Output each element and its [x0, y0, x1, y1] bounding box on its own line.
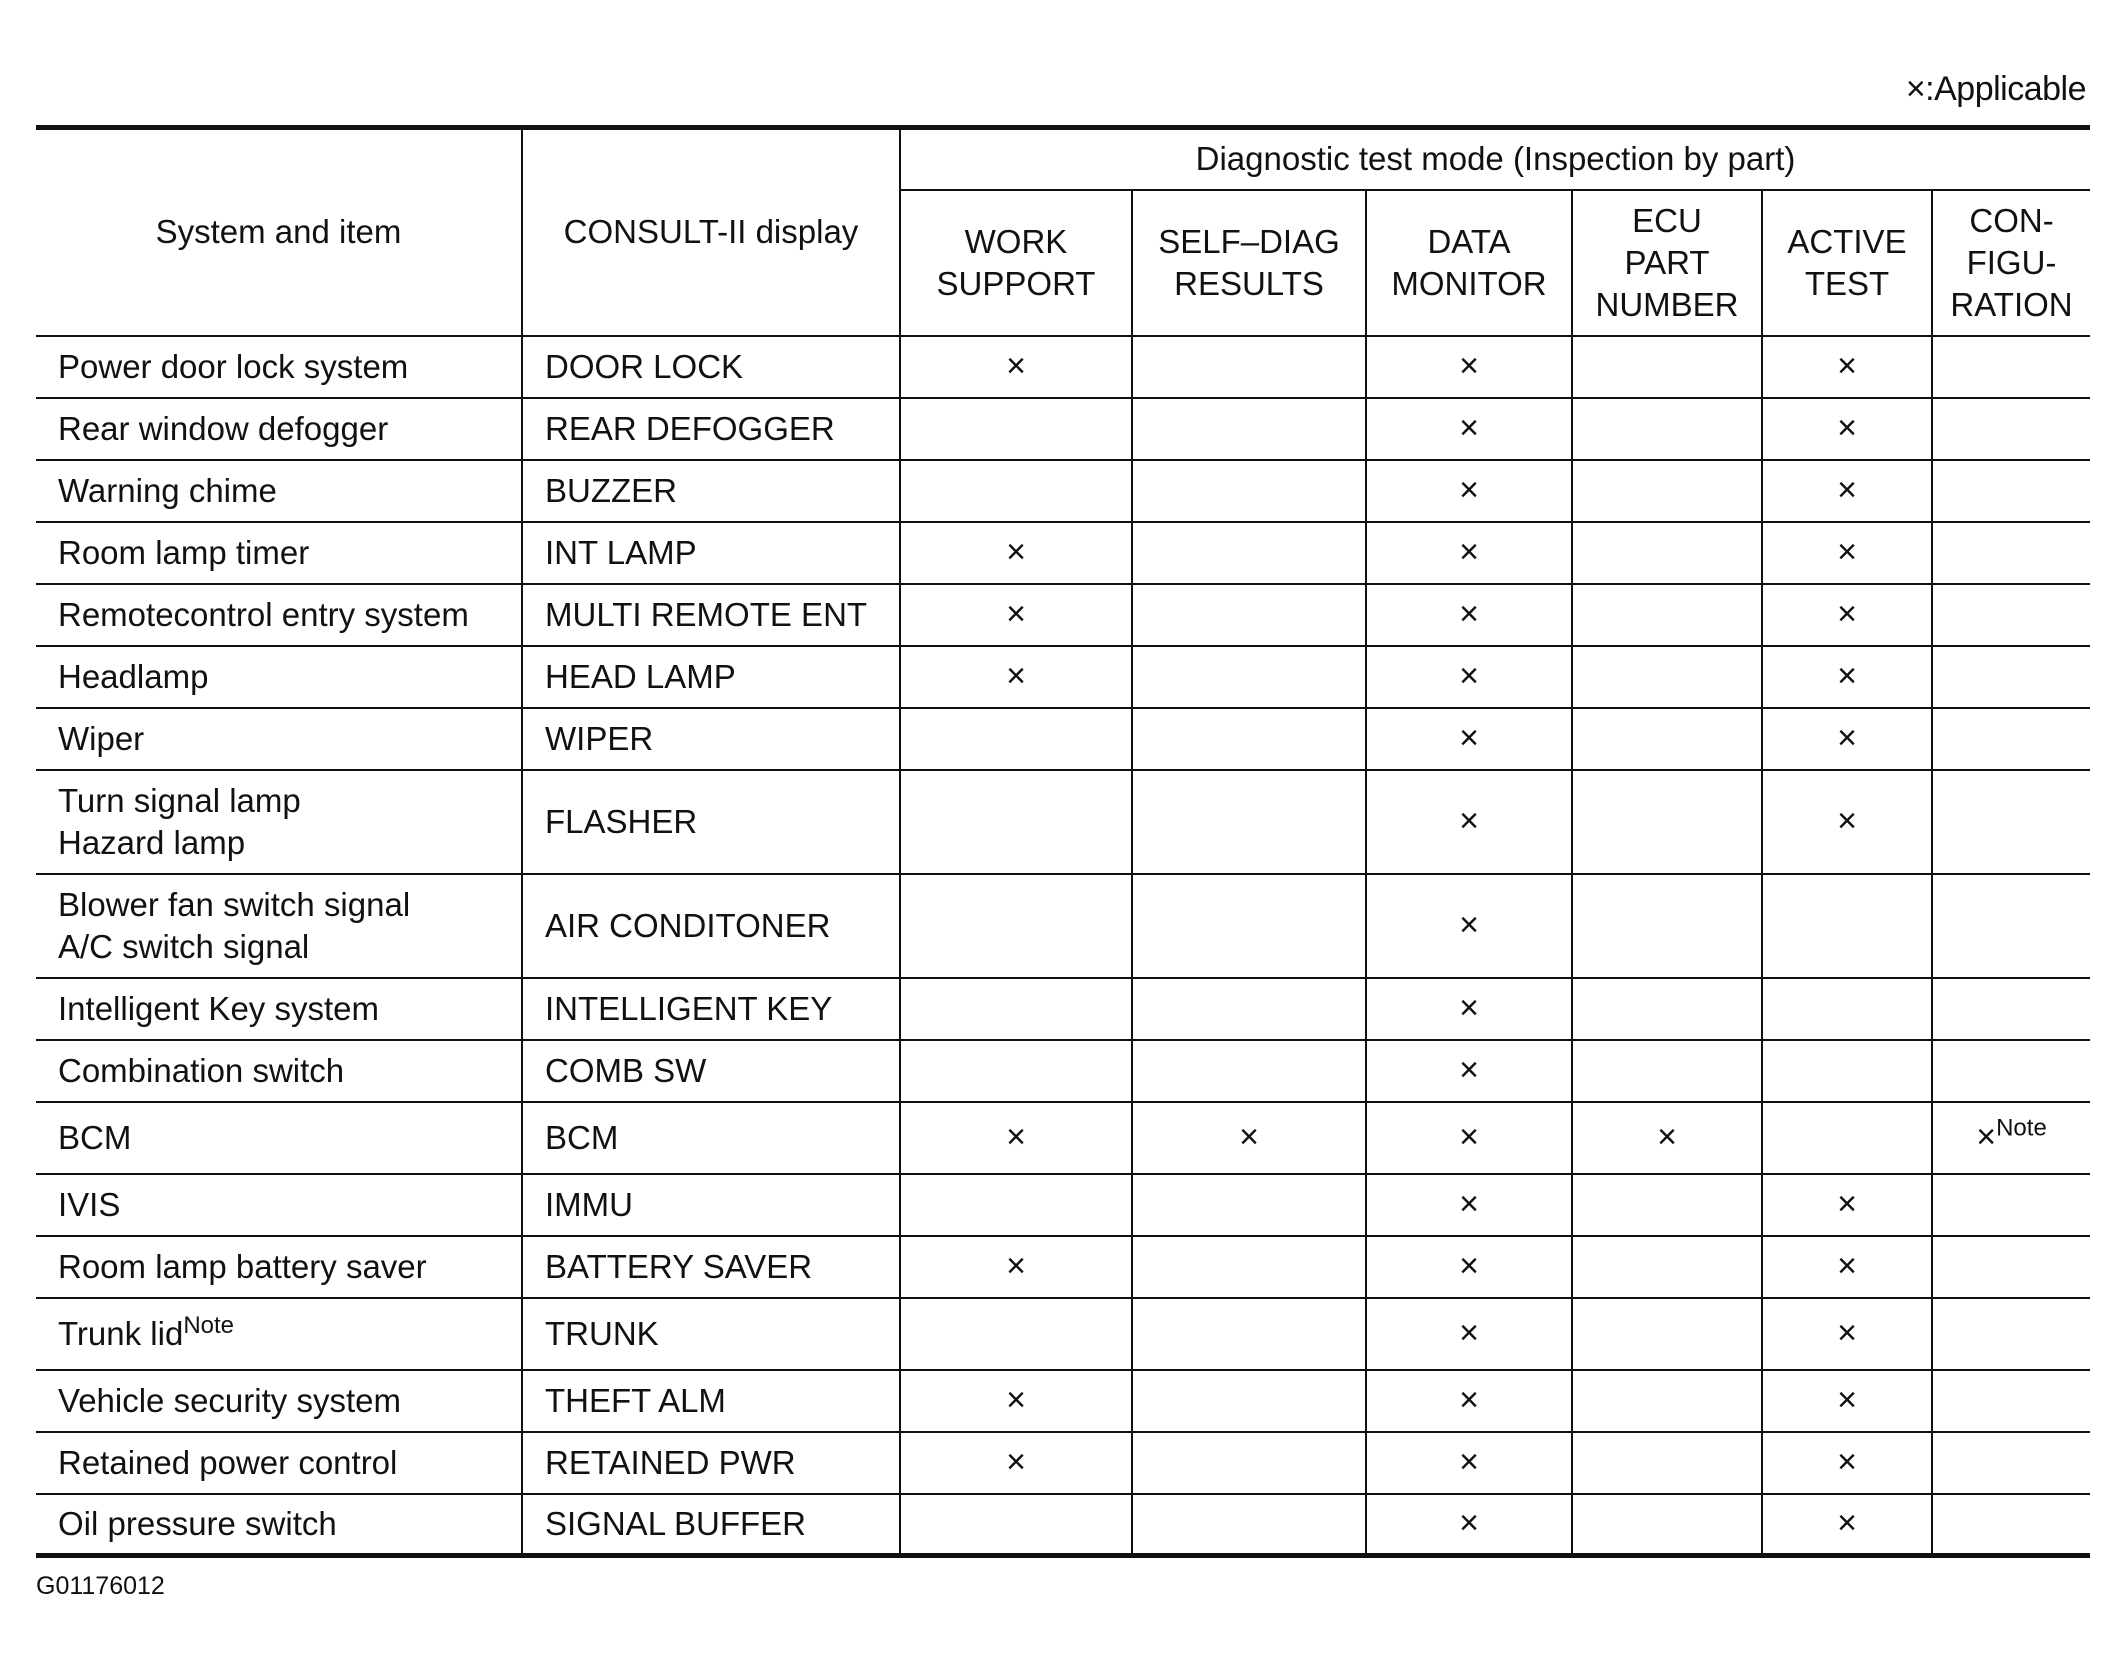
- table-row: [36, 708, 2090, 770]
- applicable-mark-cell: [1762, 978, 1932, 1040]
- table-row: [36, 874, 2090, 978]
- applicable-mark-cell: [1932, 336, 2090, 398]
- applicable-mark-cell: [1932, 1174, 2090, 1236]
- consult-display-cell: FLASHER: [522, 770, 900, 874]
- consult-display-cell: REAR DEFOGGER: [522, 398, 900, 460]
- applicable-mark-cell: [1572, 646, 1762, 708]
- system-item-cell: Rear window defogger: [36, 398, 522, 460]
- table-row: [36, 1040, 2090, 1102]
- consult-display-cell: AIR CONDITONER: [522, 874, 900, 978]
- applicable-mark-cell: ×: [1762, 1236, 1932, 1298]
- applicable-mark-cell: ×: [1762, 336, 1932, 398]
- applicable-mark-cell: [1932, 1432, 2090, 1494]
- applicable-mark-cell: ×: [1762, 460, 1932, 522]
- applicable-mark-cell: [1932, 1236, 2090, 1298]
- table-row: [36, 584, 2090, 646]
- applicable-mark-cell: [1932, 874, 2090, 978]
- applicable-mark-cell: [1762, 1040, 1932, 1102]
- table-row: [36, 522, 2090, 584]
- applicable-mark-cell: ×: [1132, 1102, 1366, 1174]
- applicable-mark-cell: [1572, 398, 1762, 460]
- header-active-test: ACTIVE TEST: [1762, 190, 1932, 336]
- consult-display-cell: THEFT ALM: [522, 1370, 900, 1432]
- applicable-mark-cell: [1932, 1494, 2090, 1556]
- system-item-cell: IVIS: [36, 1174, 522, 1236]
- table-row: [36, 1298, 2090, 1370]
- consult-display-cell: IMMU: [522, 1174, 900, 1236]
- applicable-mark-cell: [900, 1174, 1132, 1236]
- system-item-cell: Power door lock system: [36, 336, 522, 398]
- header-configuration: CON- FIGU- RATION: [1932, 190, 2090, 336]
- system-item-cell: BCM: [36, 1102, 522, 1174]
- applicable-mark-cell: [900, 874, 1132, 978]
- applicable-legend: ×:Applicable: [1905, 70, 2086, 108]
- header-ecu-part-number: ECU PART NUMBER: [1572, 190, 1762, 336]
- applicable-mark-cell: [1572, 1174, 1762, 1236]
- applicable-mark-cell: [900, 398, 1132, 460]
- applicable-mark-cell: ×: [1762, 1298, 1932, 1370]
- note-marker: Note: [183, 1311, 235, 1339]
- applicable-mark-cell: [1932, 770, 2090, 874]
- applicable-mark-cell: [1132, 1432, 1366, 1494]
- applicable-mark-cell: [900, 1040, 1132, 1102]
- header-consult-display: CONSULT-II display: [522, 128, 900, 336]
- applicable-mark-cell: ×: [1366, 1236, 1572, 1298]
- applicable-mark-cell: [1572, 1432, 1762, 1494]
- system-item-cell: Turn signal lamp Hazard lamp: [36, 770, 522, 874]
- applicable-mark-cell: ×: [1762, 708, 1932, 770]
- applicable-mark-cell: ×: [1366, 1494, 1572, 1556]
- applicable-mark-cell: [1932, 1370, 2090, 1432]
- consult-display-cell: TRUNK: [522, 1298, 900, 1370]
- system-item-cell: Wiper: [36, 708, 522, 770]
- applicable-mark-cell: [1132, 460, 1366, 522]
- diagnostic-mode-table: [36, 125, 2090, 1558]
- header-diagnostic-mode: Diagnostic test mode (Inspection by part): [900, 128, 2090, 190]
- applicable-mark-cell: ×: [900, 646, 1132, 708]
- header-work-support: WORK SUPPORT: [900, 190, 1132, 336]
- table-row: [36, 336, 2090, 398]
- applicable-mark-cell: [1572, 584, 1762, 646]
- applicable-mark-cell: ×: [1366, 874, 1572, 978]
- applicable-mark-cell: ×: [1366, 398, 1572, 460]
- applicable-mark-cell: [1932, 398, 2090, 460]
- applicable-mark-cell: [1572, 1236, 1762, 1298]
- applicable-mark-cell: ×: [900, 1370, 1132, 1432]
- header-self-diag-results: SELF–DIAG RESULTS: [1132, 190, 1366, 336]
- table-row: [36, 770, 2090, 874]
- applicable-mark-cell: [1132, 584, 1366, 646]
- consult-display-cell: HEAD LAMP: [522, 646, 900, 708]
- applicable-mark-cell: [1932, 646, 2090, 708]
- consult-display-cell: BCM: [522, 1102, 900, 1174]
- consult-display-cell: RETAINED PWR: [522, 1432, 900, 1494]
- applicable-mark-cell: ×: [900, 1236, 1132, 1298]
- table-row: [36, 1174, 2090, 1236]
- applicable-mark-cell: ×: [1762, 1174, 1932, 1236]
- applicable-mark-cell: ×: [1366, 584, 1572, 646]
- table-row: [36, 398, 2090, 460]
- applicable-mark-cell: [1132, 336, 1366, 398]
- consult-display-cell: INT LAMP: [522, 522, 900, 584]
- applicable-mark-cell: [1572, 1298, 1762, 1370]
- applicable-mark-cell: [1132, 1494, 1366, 1556]
- applicable-mark-cell: ×: [1366, 336, 1572, 398]
- applicable-mark-cell: [1932, 978, 2090, 1040]
- note-marker: Note: [1996, 1114, 2047, 1142]
- system-item-cell: Combination switch: [36, 1040, 522, 1102]
- applicable-mark-cell: [1132, 522, 1366, 584]
- applicable-mark-cell: ×: [1366, 1174, 1572, 1236]
- applicable-mark-cell: [900, 1494, 1132, 1556]
- applicable-mark-cell: ×: [1366, 522, 1572, 584]
- applicable-mark-cell: [1132, 708, 1366, 770]
- figure-id: G01176012: [36, 1572, 165, 1600]
- consult-display-cell: WIPER: [522, 708, 900, 770]
- applicable-mark-cell: [1132, 770, 1366, 874]
- applicable-mark-cell: [1132, 1040, 1366, 1102]
- applicable-mark-cell: [1132, 874, 1366, 978]
- table-row: [36, 646, 2090, 708]
- consult-display-cell: COMB SW: [522, 1040, 900, 1102]
- applicable-mark-cell: [900, 460, 1132, 522]
- applicable-mark-cell: ×: [1762, 770, 1932, 874]
- consult-display-cell: INTELLIGENT KEY: [522, 978, 900, 1040]
- applicable-mark-cell: [1572, 336, 1762, 398]
- applicable-mark-cell: ×: [900, 1102, 1132, 1174]
- applicable-mark-cell: [1762, 1102, 1932, 1174]
- applicable-mark-cell: ×: [1366, 1432, 1572, 1494]
- applicable-mark-cell: ×: [900, 584, 1132, 646]
- applicable-mark-cell: ×: [900, 1432, 1132, 1494]
- applicable-mark-cell: ×: [1762, 1432, 1932, 1494]
- applicable-mark-cell: ×: [1762, 1370, 1932, 1432]
- consult-display-cell: BUZZER: [522, 460, 900, 522]
- applicable-mark-cell: [1132, 1236, 1366, 1298]
- applicable-mark-cell: [1762, 874, 1932, 978]
- consult-display-cell: DOOR LOCK: [522, 336, 900, 398]
- applicable-mark-cell: ×: [1366, 646, 1572, 708]
- applicable-mark-cell: ×: [1366, 770, 1572, 874]
- applicable-mark-cell: ×: [900, 336, 1132, 398]
- table-row: [36, 1370, 2090, 1432]
- applicable-mark-cell: ×: [1762, 584, 1932, 646]
- system-item-cell: Room lamp battery saver: [36, 1236, 522, 1298]
- header-system-item: System and item: [36, 128, 522, 336]
- applicable-mark-cell: [1132, 1174, 1366, 1236]
- system-item-cell: Blower fan switch signal A/C switch signal: [36, 874, 522, 978]
- applicable-mark-cell: [1932, 1298, 2090, 1370]
- applicable-mark-cell: [900, 708, 1132, 770]
- applicable-mark-cell: [1572, 460, 1762, 522]
- header-data-monitor: DATA MONITOR: [1366, 190, 1572, 336]
- applicable-mark-cell: ×: [1366, 1102, 1572, 1174]
- applicable-mark-cell: ×: [1366, 1370, 1572, 1432]
- applicable-mark-cell: ×: [1366, 460, 1572, 522]
- applicable-mark-cell: ×: [1366, 1040, 1572, 1102]
- table-row: [36, 1102, 2090, 1174]
- applicable-mark-cell: ×: [1762, 1494, 1932, 1556]
- applicable-mark-cell: [1572, 770, 1762, 874]
- applicable-mark-cell: [900, 1298, 1132, 1370]
- applicable-mark-cell: [1572, 978, 1762, 1040]
- system-item-cell: Warning chime: [36, 460, 522, 522]
- applicable-mark-cell: [1572, 1040, 1762, 1102]
- applicable-mark-cell: ×: [1366, 978, 1572, 1040]
- applicable-mark-cell: ×: [1762, 522, 1932, 584]
- table-row: [36, 978, 2090, 1040]
- applicable-mark-cell: [1572, 874, 1762, 978]
- applicable-mark-cell: [1572, 1494, 1762, 1556]
- applicable-mark-cell: [1932, 522, 2090, 584]
- applicable-mark-cell: ×: [900, 522, 1132, 584]
- table-row: [36, 1236, 2090, 1298]
- applicable-mark-cell: [1132, 1370, 1366, 1432]
- table-row: [36, 1432, 2090, 1494]
- applicable-mark-cell: [1932, 460, 2090, 522]
- system-item-cell: Headlamp: [36, 646, 522, 708]
- system-item-cell: Retained power control: [36, 1432, 522, 1494]
- applicable-mark-cell: [1132, 398, 1366, 460]
- applicable-mark-cell: ×$^{Note}$: [1932, 1102, 2090, 1174]
- system-item-cell: Room lamp timer: [36, 522, 522, 584]
- applicable-mark-cell: ×: [1366, 1298, 1572, 1370]
- applicable-mark-cell: [1572, 708, 1762, 770]
- applicable-mark-cell: [1132, 978, 1366, 1040]
- applicable-mark-cell: [1132, 646, 1366, 708]
- table-row: [36, 460, 2090, 522]
- consult-display-cell: SIGNAL BUFFER: [522, 1494, 900, 1556]
- applicable-mark-cell: ×: [1762, 398, 1932, 460]
- applicable-mark-cell: ×: [1762, 646, 1932, 708]
- applicable-mark-cell: [1132, 1298, 1366, 1370]
- applicable-mark-cell: ×: [1366, 708, 1572, 770]
- applicable-mark-cell: [900, 978, 1132, 1040]
- applicable-mark-cell: [1932, 1040, 2090, 1102]
- system-item-cell: Trunk lid$^{Note}$: [36, 1298, 522, 1370]
- applicable-mark-cell: [900, 770, 1132, 874]
- applicable-mark-cell: [1932, 708, 2090, 770]
- applicable-mark-cell: [1572, 1370, 1762, 1432]
- applicable-mark-cell: [1932, 584, 2090, 646]
- system-item-cell: Intelligent Key system: [36, 978, 522, 1040]
- consult-display-cell: BATTERY SAVER: [522, 1236, 900, 1298]
- table-row: [36, 1494, 2090, 1556]
- system-item-cell: Remotecontrol entry system: [36, 584, 522, 646]
- system-item-cell: Vehicle security system: [36, 1370, 522, 1432]
- applicable-mark-cell: ×: [1572, 1102, 1762, 1174]
- applicable-mark-cell: [1572, 522, 1762, 584]
- system-item-cell: Oil pressure switch: [36, 1494, 522, 1556]
- consult-display-cell: MULTI REMOTE ENT: [522, 584, 900, 646]
